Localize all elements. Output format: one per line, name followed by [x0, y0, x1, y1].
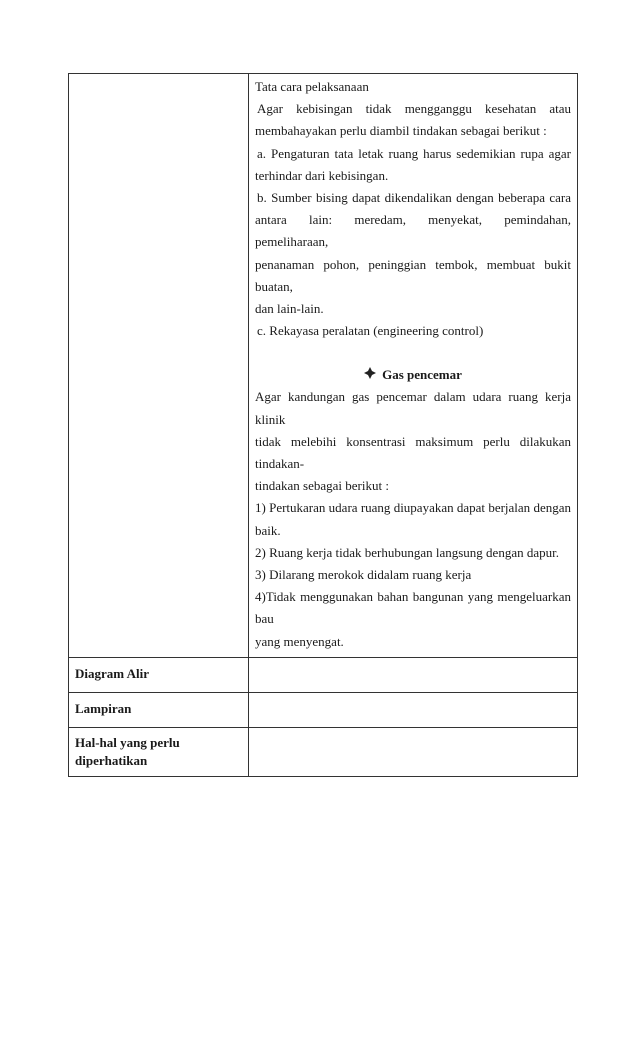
procedure-line: membahayakan perlu diambil tindakan sebagai berikut :: [255, 123, 547, 139]
procedure-line: dan lain-lain.: [255, 301, 324, 317]
gas-line: 3) Dilarang merokok didalam ruang kerja: [255, 567, 472, 583]
procedure-content-cell: [249, 74, 578, 658]
gas-line: 2) Ruang kerja tidak berhubungan langsung dengan dapur.: [255, 544, 559, 560]
procedure-line: a. Pengaturan tata letak ruang harus sedemikian rupa agar: [257, 145, 571, 161]
gas-line: baik.: [255, 522, 281, 538]
document-table: [68, 73, 578, 777]
gas-heading-text: Gas pencemar: [382, 367, 462, 383]
procedure-title: Tata cara pelaksanaan: [255, 79, 369, 94]
notes-label: [69, 727, 249, 776]
procedure-line: Agar kebisingan tidak mengganggu kesehatan atau: [257, 101, 571, 117]
gas-line: yang menyengat.: [255, 633, 344, 649]
gas-line: tindakan sebagai berikut :: [255, 478, 389, 494]
procedure-line: penanaman pohon, peninggian tembok, membuat bukit buatan,: [255, 256, 571, 294]
spacer: [255, 342, 571, 364]
notes-label-line: Hal-hal yang perlu: [75, 734, 180, 750]
gas-line: 1) Pertukaran udara ruang diupayakan dapat berjalan dengan: [255, 500, 571, 516]
notes-label-line: diperhatikan: [75, 752, 148, 768]
lampiran-label: Lampiran: [69, 692, 249, 727]
procedure-line: b. Sumber bising dapat dikendalikan dengan beberapa cara: [257, 190, 571, 206]
lampiran-content-cell: [249, 692, 578, 727]
gas-line: tidak melebihi konsentrasi maksimum perlu dilakukan tindakan-: [255, 433, 571, 472]
procedure-label-cell: [69, 74, 249, 658]
lampiran-row: [69, 692, 578, 727]
gas-line: 4)Tidak menggunakan bahan bangunan yang mengeluarkan bau: [255, 589, 571, 627]
gas-heading: [255, 364, 571, 386]
notes-row: [69, 727, 578, 776]
procedure-line: antara lain: meredam, menyekat, pemindahan, pemeliharaan,: [255, 212, 571, 250]
diagram-row: [69, 657, 578, 692]
procedure-row: [69, 74, 578, 658]
diagram-content-cell: [249, 657, 578, 692]
gas-line: Agar kandungan gas pencemar dalam udara ruang kerja klinik: [255, 389, 571, 427]
diamond-bullet-icon: [364, 367, 376, 379]
procedure-line: c. Rekayasa peralatan (engineering control): [257, 323, 484, 339]
procedure-line: terhindar dari kebisingan.: [255, 167, 389, 183]
notes-content-cell: [249, 727, 578, 776]
diagram-label: Diagram Alir: [69, 657, 249, 692]
